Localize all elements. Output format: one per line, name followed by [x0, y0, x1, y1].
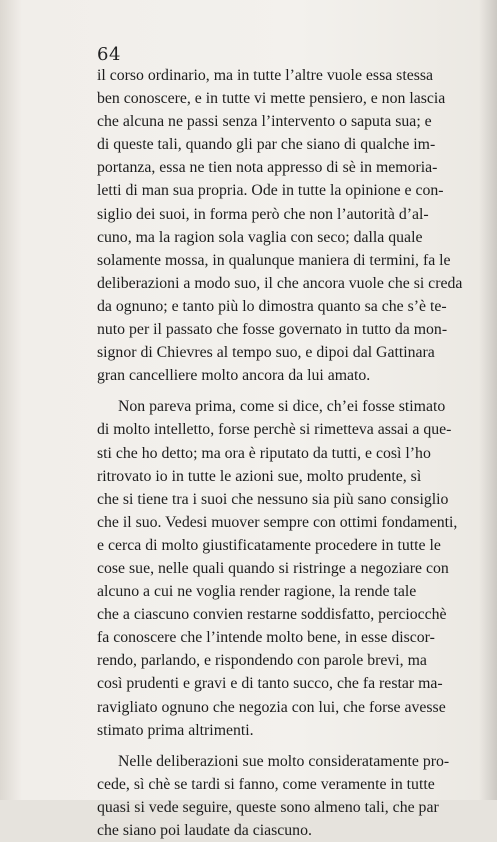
text-line: signor di Chievres al tempo suo, e dipoi dal Gattinara [97, 344, 435, 362]
paragraph-gap [97, 742, 477, 750]
text-line: che si tiene tra i suoi che nessuno sia più sano consiglio [97, 490, 449, 508]
text-line: fa conoscere che l’intende molto bene, in esse discor- [97, 629, 435, 647]
text-line: cose sue, nelle quali quando si ristringe a negoziare con [97, 559, 449, 577]
text-line: quasi si vede seguire, queste sono almeno tali, che par [97, 798, 439, 816]
text-line: che alcuna ne passi senza l’intervento o saputa sua; e [97, 113, 432, 131]
text-line: e cerca di molto giustificatamente procedere in tutte le [97, 536, 441, 554]
page-edge-shadow [479, 0, 497, 800]
text-line: nuto per il passato che fosse governato in tutto da mon- [97, 321, 448, 339]
body-text [97, 64, 477, 842]
text-line: cede, sì chè se tardi si fanno, come veramente in tutte [97, 775, 435, 793]
text-line: ritrovato io in tutte le azioni sue, molto prudente, sì [97, 467, 422, 485]
text-line: deliberazioni a modo suo, il che ancora vuole che si creda [97, 274, 463, 292]
paragraph [97, 64, 477, 387]
text-line: così prudenti e gravi e di tanto succo, che fa restar ma- [97, 675, 443, 693]
paragraph [97, 395, 477, 741]
paragraph-gap [97, 387, 477, 395]
text-line: Nelle deliberazioni sue molto consideratamente pro- [118, 752, 450, 770]
text-line: gran cancelliere molto ancora da lui amato. [97, 367, 371, 385]
text-line: ravigliato ognuno che negozia con lui, che forse avesse [97, 698, 446, 716]
text-line: alcuno a cui ne voglia render ragione, la rende tale [97, 583, 417, 601]
text-line: Non pareva prima, come si dice, ch’ei fosse stimato [118, 398, 446, 416]
text-line: da ognuno; e tanto più lo dimostra quanto sa che s’è te- [97, 297, 447, 315]
text-line: rendo, parlando, e rispondendo con parole brevi, ma [97, 652, 427, 670]
text-line: sti che ho detto; ma ora è riputato da tutti, e così l’ho [97, 444, 431, 462]
text-line: ben conoscere, e in tutte vi mette pensiero, e non lascia [97, 90, 446, 108]
text-line: stimato prima altrimenti. [97, 721, 254, 739]
paragraph [97, 750, 477, 842]
text-line: cuno, ma la ragion sola vaglia con seco; dalla quale [97, 228, 423, 246]
text-line: che il suo. Vedesi muover sempre con ottimi fondamenti, [97, 513, 458, 531]
text-line: che a ciascuno convien restarne soddisfatto, perciocchè [97, 606, 447, 624]
text-line: letti di man sua propria. Ode in tutte la opinione e con- [97, 182, 444, 200]
text-line: di queste tali, quando gli par che siano di qualche im- [97, 136, 436, 154]
text-line: che siano poi laudate da ciascuno. [97, 822, 312, 839]
text-line: solamente mossa, in qualunque maniera di termini, fa le [97, 251, 451, 269]
text-line: siglio dei suoi, in forma però che non l’autorità d’al- [97, 205, 429, 223]
text-line: portanza, essa ne tien nota appresso di sè in memoria- [97, 159, 438, 177]
text-line: il corso ordinario, ma in tutte l’altre vuole essa stessa [97, 67, 434, 84]
page-number: 64 [97, 44, 121, 65]
text-line: di molto intelletto, forse perchè si rimetteva assai a que- [97, 421, 452, 439]
